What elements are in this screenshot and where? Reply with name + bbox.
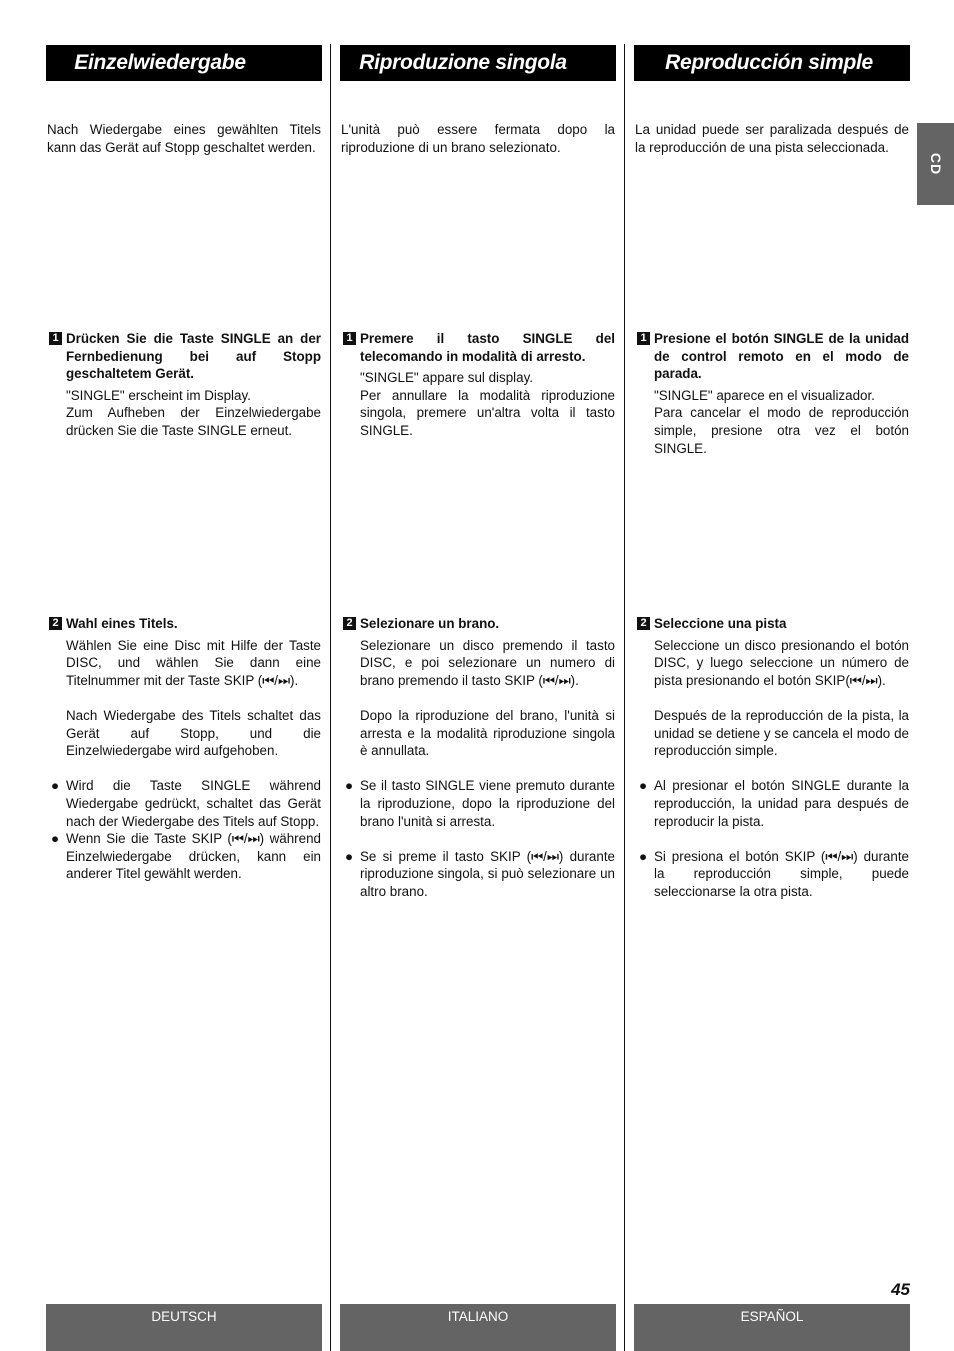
language-footer: DEUTSCH — [46, 1304, 322, 1351]
step-text: Wählen Sie eine Disc mit Hilfe der Taste DISC, und wählen Sie dann eine Titelnummer mit der Taste SKIP (⏮/⏭). — [66, 637, 321, 688]
section-header: Einzelwiedergabe — [46, 45, 322, 81]
language-footer: ITALIANO — [340, 1304, 616, 1351]
step-1 — [47, 330, 321, 440]
step-text: Seleccione un disco presionando el botón DISC, y luego seleccione un número de pista presionando el botón SKIP(⏮/⏭). — [654, 637, 909, 688]
intro-text: La unidad puede ser paralizada después de la reproducción de una pista seleccionada. — [635, 122, 909, 155]
page-number: 45 — [891, 1280, 910, 1299]
step-2 — [47, 615, 321, 883]
step-1 — [635, 330, 909, 457]
bullet-note: ● Si presiona el botón SKIP (⏮/⏭) durante la reproducción simple, puede seleccionarse la otra pista. — [639, 848, 909, 899]
step-text: Per annullare la modalità riproduzione singola, premere un'altra volta il tasto SINGLE. — [360, 387, 615, 438]
step-text: Después de la reproducción de la pista, la unidad se detiene y se cancela el modo de reproducción simple. — [654, 707, 909, 759]
step-text: Para cancelar el modo de reproducción simple, presione otra vez el botón SINGLE. — [654, 405, 909, 456]
step-1 — [341, 330, 615, 440]
bullet-note: ● Se si preme il tasto SKIP (⏮/⏭) durante riproduzione singola, si può selezionare un altro brano. — [345, 848, 615, 899]
step-number: 1 — [343, 332, 356, 345]
step-text: Selezionare un disco premendo il tasto DISC, e poi selezionare un numero di brano premendo il tasto SKIP (⏮/⏭). — [360, 637, 615, 688]
bullet-note: ● Se il tasto SINGLE viene premuto durante la riproduzione, dopo la riproduzione del brano l'unità si arresta. — [345, 778, 615, 829]
bullet-icon: ● — [345, 778, 354, 794]
column-divider-2 — [624, 44, 625, 1351]
step-2 — [341, 615, 615, 901]
step-text: Nach Wiedergabe des Titels schaltet das Gerät auf Stopp, und die Einzelwiedergabe wird aufgehoben. — [66, 707, 321, 759]
bullet-note: ● Wird die Taste SINGLE während Wiedergabe gedrückt, schaltet das Gerät nach der Wiedergabe des Titels auf Stopp. — [51, 778, 321, 829]
step-number: 2 — [343, 617, 356, 630]
section-tab-cd: CD — [917, 123, 954, 205]
step-number: 2 — [49, 617, 62, 630]
step-heading: Premere il tasto SINGLE del telecomando in modalità di arresto. — [360, 331, 615, 364]
step-heading: Selezionare un brano. — [360, 616, 500, 631]
step-2 — [635, 615, 909, 901]
bullet-icon: ● — [639, 778, 648, 794]
step-number: 1 — [49, 332, 62, 345]
step-heading: Presione el botón SINGLE de la unidad de control remoto en el modo de parada. — [654, 331, 909, 382]
step-number: 2 — [637, 617, 650, 630]
bullet-icon: ● — [51, 831, 60, 847]
intro-text: L'unità può essere fermata dopo la riproduzione di un brano selezionato. — [341, 122, 615, 155]
bullet-note: ● Al presionar el botón SINGLE durante la reproducción, la unidad para después de reproducir la pista. — [639, 778, 909, 829]
step-heading: Seleccione una pista — [654, 616, 787, 631]
section-header: Reproducción simple — [634, 45, 910, 81]
bullet-note: ● Wenn Sie die Taste SKIP (⏮/⏭) während Einzelwiedergabe drücken, kann ein anderer Titel gewählt werden. — [51, 831, 321, 882]
step-text: Zum Aufheben der Einzelwiedergabe drücken Sie die Taste SINGLE erneut. — [66, 405, 321, 438]
step-heading: Wahl eines Titels. — [66, 616, 178, 631]
bullet-icon: ● — [345, 848, 354, 864]
step-text: "SINGLE" erscheint im Display. — [66, 387, 251, 403]
step-text: "SINGLE" appare sul display. — [360, 370, 534, 386]
column-divider-1 — [330, 44, 331, 1351]
intro-text: Nach Wiedergabe eines gewählten Titels kann das Gerät auf Stopp geschaltet werden. — [47, 122, 321, 155]
section-header: Riproduzione singola — [340, 45, 616, 81]
bullet-icon: ● — [639, 848, 648, 864]
step-text: "SINGLE" aparece en el visualizador. — [654, 387, 875, 403]
language-footer: ESPAÑOL — [634, 1304, 910, 1351]
bullet-icon: ● — [51, 778, 60, 794]
step-heading: Drücken Sie die Taste SINGLE an der Fernbedienung bei auf Stopp geschaltetem Gerät. — [66, 331, 321, 382]
step-text: Dopo la riproduzione del brano, l'unità si arresta e la modalità riproduzione singola è annullata. — [360, 707, 615, 759]
step-number: 1 — [637, 332, 650, 345]
